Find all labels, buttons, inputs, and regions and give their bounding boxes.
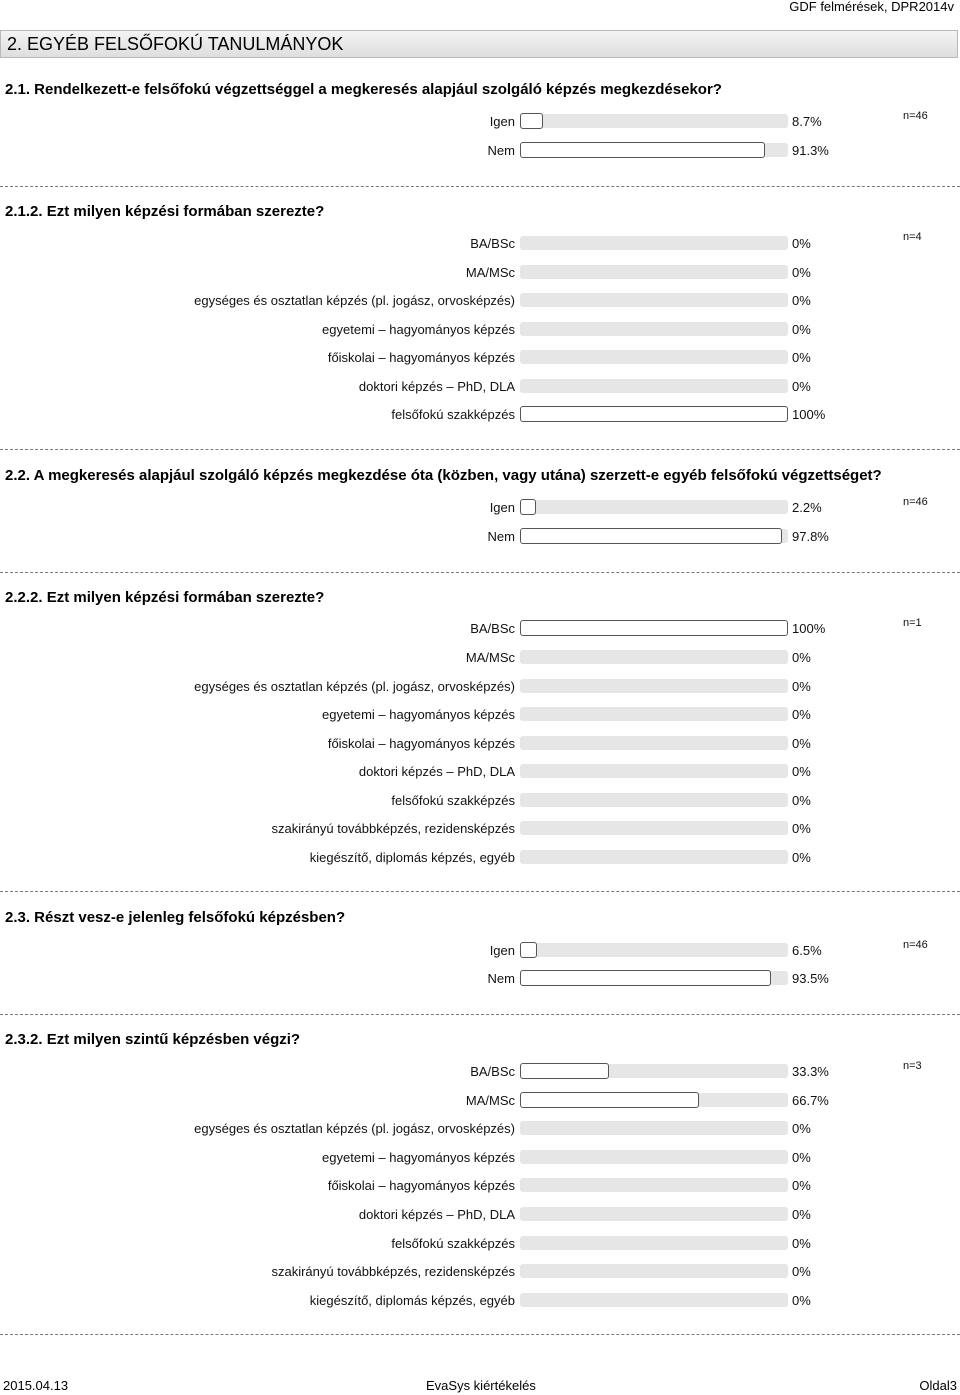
percentage-bar-fill bbox=[520, 142, 765, 158]
answer-row bbox=[0, 1148, 960, 1168]
percentage-value: 0% bbox=[792, 1236, 811, 1251]
question-title: 2.1. Rendelkezett-e felsőfokú végzettséggel a megkeresés alapjául szolgáló képzés megkezdésekor? bbox=[5, 81, 722, 98]
question-title: 2.3. Részt vesz-e jelenleg felsőfokú képzésben? bbox=[5, 909, 346, 926]
percentage-value: 100% bbox=[792, 407, 826, 422]
answer-label: doktori képzés – PhD, DLA bbox=[358, 1207, 515, 1222]
answer-label: főiskolai – hagyományos képzés bbox=[327, 736, 515, 751]
question-divider bbox=[0, 186, 960, 187]
answer-row bbox=[0, 1119, 960, 1139]
response-count: n=3 bbox=[903, 1060, 922, 1072]
percentage-bar-track bbox=[520, 736, 788, 750]
percentage-value: 0% bbox=[792, 736, 811, 751]
percentage-value: 0% bbox=[792, 322, 811, 337]
percentage-bar-fill bbox=[520, 499, 536, 515]
percentage-bar-fill bbox=[520, 406, 788, 422]
percentage-value: 0% bbox=[792, 379, 811, 394]
question-divider bbox=[0, 572, 960, 573]
answer-label: Nem bbox=[487, 529, 515, 544]
answer-label: egyetemi – hagyományos képzés bbox=[322, 322, 515, 337]
percentage-bar-track bbox=[520, 350, 788, 364]
answer-row bbox=[0, 291, 960, 311]
answer-label: felsőfokú szakképzés bbox=[391, 1236, 515, 1251]
answer-row bbox=[0, 1234, 960, 1254]
percentage-bar-track bbox=[520, 707, 788, 721]
question-divider bbox=[0, 449, 960, 450]
percentage-bar-fill bbox=[520, 620, 788, 636]
question-divider bbox=[0, 891, 960, 892]
percentage-value: 0% bbox=[792, 650, 811, 665]
percentage-value: 91.3% bbox=[792, 143, 829, 158]
percentage-bar-track bbox=[520, 943, 788, 957]
answer-label: BA/BSc bbox=[470, 1064, 515, 1079]
percentage-bar-track bbox=[520, 1293, 788, 1307]
percentage-value: 0% bbox=[792, 1264, 811, 1279]
answer-label: BA/BSc bbox=[470, 236, 515, 251]
answer-row bbox=[0, 1205, 960, 1225]
percentage-bar-track bbox=[520, 821, 788, 835]
answer-row bbox=[0, 969, 960, 989]
answer-label: egyetemi – hagyományos képzés bbox=[322, 707, 515, 722]
answer-row bbox=[0, 619, 960, 639]
percentage-bar-track bbox=[520, 650, 788, 664]
answer-row bbox=[0, 141, 960, 161]
question-divider bbox=[0, 1014, 960, 1015]
answer-label: egységes és osztatlan képzés (pl. jogász, orvosképzés) bbox=[194, 679, 515, 694]
percentage-bar-track bbox=[520, 1264, 788, 1278]
answer-row bbox=[0, 234, 960, 254]
answer-label: felsőfokú szakképzés bbox=[391, 793, 515, 808]
percentage-bar-fill bbox=[520, 113, 543, 129]
answer-row bbox=[0, 762, 960, 782]
percentage-value: 97.8% bbox=[792, 529, 829, 544]
answer-row bbox=[0, 648, 960, 668]
response-count: n=46 bbox=[903, 110, 928, 122]
percentage-value: 0% bbox=[792, 793, 811, 808]
answer-label: kiegészítő, diplomás képzés, egyéb bbox=[309, 850, 515, 865]
answer-row bbox=[0, 527, 960, 547]
percentage-bar-track bbox=[520, 293, 788, 307]
percentage-bar-track bbox=[520, 500, 788, 514]
answer-label: felsőfokú szakképzés bbox=[391, 407, 515, 422]
percentage-bar-track bbox=[520, 1121, 788, 1135]
percentage-value: 2.2% bbox=[792, 500, 822, 515]
answer-row bbox=[0, 377, 960, 397]
percentage-value: 0% bbox=[792, 821, 811, 836]
question-title: 2.2.2. Ezt milyen képzési formában szerezte? bbox=[5, 589, 325, 606]
answer-row bbox=[0, 1176, 960, 1196]
percentage-value: 0% bbox=[792, 850, 811, 865]
percentage-value: 0% bbox=[792, 1293, 811, 1308]
answer-row bbox=[0, 677, 960, 697]
percentage-bar-track bbox=[520, 621, 788, 635]
answer-label: Igen bbox=[489, 943, 515, 958]
answer-label: MA/MSc bbox=[465, 650, 515, 665]
answer-row bbox=[0, 1291, 960, 1311]
answer-row bbox=[0, 819, 960, 839]
answer-label: Igen bbox=[489, 114, 515, 129]
question-title: 2.2. A megkeresés alapjául szolgáló képzés megkezdése óta (közben, vagy utána) szerzett-e egyéb felsőfokú végzettséget? bbox=[5, 467, 882, 484]
answer-label: doktori képzés – PhD, DLA bbox=[358, 764, 515, 779]
answer-row bbox=[0, 791, 960, 811]
answer-label: MA/MSc bbox=[465, 1093, 515, 1108]
answer-label: BA/BSc bbox=[470, 621, 515, 636]
answer-row bbox=[0, 348, 960, 368]
percentage-bar-fill bbox=[520, 1092, 699, 1108]
response-count: n=46 bbox=[903, 496, 928, 508]
percentage-value: 0% bbox=[792, 265, 811, 280]
percentage-value: 0% bbox=[792, 1207, 811, 1222]
percentage-value: 0% bbox=[792, 293, 811, 308]
percentage-value: 66.7% bbox=[792, 1093, 829, 1108]
answer-row bbox=[0, 705, 960, 725]
percentage-bar-fill bbox=[520, 942, 537, 958]
answer-row bbox=[0, 734, 960, 754]
percentage-value: 100% bbox=[792, 621, 826, 636]
answer-row bbox=[0, 498, 960, 518]
answer-row bbox=[0, 1091, 960, 1111]
percentage-bar-track bbox=[520, 1150, 788, 1164]
percentage-value: 0% bbox=[792, 1150, 811, 1165]
percentage-bar-track bbox=[520, 236, 788, 250]
answer-label: egyetemi – hagyományos képzés bbox=[322, 1150, 515, 1165]
percentage-bar-track bbox=[520, 793, 788, 807]
percentage-value: 0% bbox=[792, 350, 811, 365]
percentage-value: 6.5% bbox=[792, 943, 822, 958]
question-divider bbox=[0, 1334, 960, 1335]
answer-label: MA/MSc bbox=[465, 265, 515, 280]
percentage-bar-track bbox=[520, 850, 788, 864]
answer-label: egységes és osztatlan képzés (pl. jogász, orvosképzés) bbox=[194, 1121, 515, 1136]
percentage-value: 0% bbox=[792, 1121, 811, 1136]
answer-label: Nem bbox=[487, 971, 515, 986]
answer-row bbox=[0, 112, 960, 132]
percentage-bar-track bbox=[520, 265, 788, 279]
footer-page-number: Oldal3 bbox=[919, 1378, 957, 1393]
percentage-value: 93.5% bbox=[792, 971, 829, 986]
answer-row bbox=[0, 405, 960, 425]
percentage-value: 0% bbox=[792, 764, 811, 779]
response-count: n=1 bbox=[903, 617, 922, 629]
answer-label: főiskolai – hagyományos képzés bbox=[327, 1178, 515, 1193]
percentage-value: 0% bbox=[792, 1178, 811, 1193]
answer-label: Igen bbox=[489, 500, 515, 515]
percentage-value: 0% bbox=[792, 707, 811, 722]
percentage-value: 8.7% bbox=[792, 114, 822, 129]
percentage-bar-track bbox=[520, 1178, 788, 1192]
percentage-bar-track bbox=[520, 322, 788, 336]
response-count: n=4 bbox=[903, 231, 922, 243]
percentage-bar-track bbox=[520, 1207, 788, 1221]
answer-label: egységes és osztatlan képzés (pl. jogász, orvosképzés) bbox=[194, 293, 515, 308]
percentage-bar-track bbox=[520, 1236, 788, 1250]
footer-date: 2015.04.13 bbox=[3, 1378, 69, 1393]
document-header-title: GDF felmérések, DPR2014v bbox=[789, 0, 954, 14]
answer-label: kiegészítő, diplomás képzés, egyéb bbox=[309, 1293, 515, 1308]
answer-row bbox=[0, 320, 960, 340]
answer-row bbox=[0, 848, 960, 868]
percentage-bar-fill bbox=[520, 970, 771, 986]
answer-row bbox=[0, 1062, 960, 1082]
answer-label: főiskolai – hagyományos képzés bbox=[327, 350, 515, 365]
percentage-value: 33.3% bbox=[792, 1064, 829, 1079]
answer-row bbox=[0, 1262, 960, 1282]
percentage-bar-track bbox=[520, 407, 788, 421]
answer-label: szakirányú továbbképzés, rezidensképzés bbox=[271, 1264, 515, 1279]
percentage-value: 0% bbox=[792, 679, 811, 694]
percentage-bar-track bbox=[520, 764, 788, 778]
percentage-bar-fill bbox=[520, 1063, 609, 1079]
question-title: 2.1.2. Ezt milyen képzési formában szerezte? bbox=[5, 203, 325, 220]
answer-row bbox=[0, 263, 960, 283]
percentage-bar-track bbox=[520, 529, 788, 543]
answer-label: Nem bbox=[487, 143, 515, 158]
percentage-bar-track bbox=[520, 379, 788, 393]
percentage-bar-fill bbox=[520, 528, 782, 544]
response-count: n=46 bbox=[903, 939, 928, 951]
percentage-value: 0% bbox=[792, 236, 811, 251]
percentage-bar-track bbox=[520, 1064, 788, 1078]
percentage-bar-track bbox=[520, 114, 788, 128]
section-title: 2. EGYÉB FELSŐFOKÚ TANULMÁNYOK bbox=[7, 34, 344, 54]
answer-label: doktori képzés – PhD, DLA bbox=[358, 379, 515, 394]
question-title: 2.3.2. Ezt milyen szintű képzésben végzi? bbox=[5, 1031, 301, 1048]
percentage-bar-track bbox=[520, 143, 788, 157]
answer-row bbox=[0, 941, 960, 961]
percentage-bar-track bbox=[520, 679, 788, 693]
answer-label: szakirányú továbbképzés, rezidensképzés bbox=[271, 821, 515, 836]
percentage-bar-track bbox=[520, 1093, 788, 1107]
percentage-bar-track bbox=[520, 971, 788, 985]
footer-center-text: EvaSys kiértékelés bbox=[426, 1378, 536, 1393]
